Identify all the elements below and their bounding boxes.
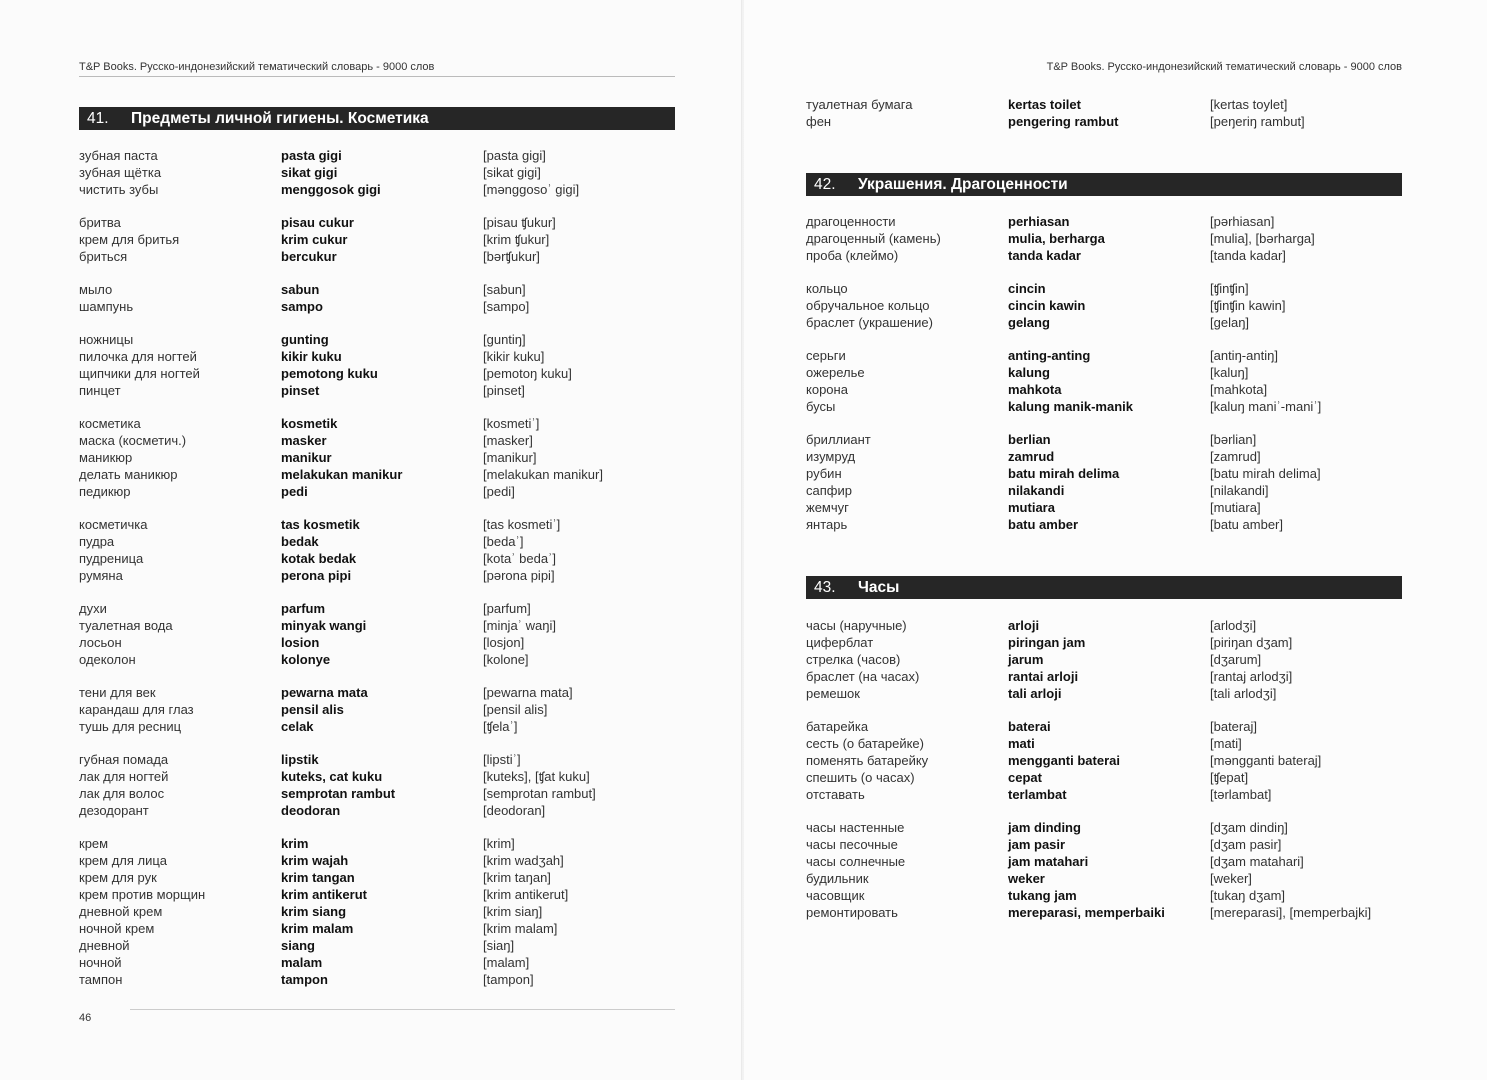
- russian-term: поменять батарейку: [806, 753, 929, 768]
- transcription: [krim taŋan]: [483, 870, 551, 885]
- transcription: [pisau ʧukur]: [483, 215, 556, 230]
- transcription: [krim ʧukur]: [483, 232, 550, 247]
- russian-term: одеколон: [79, 652, 136, 667]
- russian-term: стрелка (часов): [806, 652, 901, 667]
- indonesian-term: mengganti baterai: [1008, 753, 1120, 768]
- transcription: [malam]: [483, 955, 530, 970]
- transcription: [krim siaŋ]: [483, 904, 543, 919]
- russian-term: щипчики для ногтей: [79, 366, 200, 381]
- indonesian-term: mutiara: [1008, 500, 1055, 515]
- indonesian-term: mereparasi, memperbaiki: [1008, 905, 1165, 920]
- transcription: [məngganti bateraj]: [1210, 753, 1322, 768]
- transcription: [dʒam dindiŋ]: [1210, 820, 1288, 835]
- russian-term: отставать: [806, 787, 865, 802]
- transcription: [tanda kadar]: [1210, 248, 1286, 263]
- russian-term: крем для бритья: [79, 232, 180, 247]
- indonesian-term: nilakandi: [1008, 483, 1065, 498]
- section-41-heading: [79, 107, 675, 130]
- russian-term: туалетная бумага: [806, 97, 913, 112]
- russian-term: пилочка для ногтей: [79, 349, 197, 364]
- indonesian-term: kertas toilet: [1008, 97, 1081, 112]
- transcription: [nilakandi]: [1210, 483, 1269, 498]
- transcription: [krim malam]: [483, 921, 558, 936]
- section-number: 41.: [87, 110, 109, 127]
- transcription: [mati]: [1210, 736, 1242, 751]
- indonesian-term: melakukan manikur: [281, 467, 403, 482]
- russian-term: косметичка: [79, 517, 148, 532]
- indonesian-term: sampo: [281, 299, 323, 314]
- indonesian-term: krim malam: [281, 921, 354, 936]
- russian-term: драгоценности: [806, 214, 896, 229]
- russian-term: ножницы: [79, 332, 134, 347]
- transcription: [batu amber]: [1210, 517, 1283, 532]
- transcription: [kotaʾ bedaʾ]: [483, 551, 556, 566]
- indonesian-term: rantai arloji: [1008, 669, 1079, 684]
- indonesian-term: kalung: [1008, 365, 1050, 380]
- section-number: 43.: [814, 579, 836, 596]
- transcription: [tas kosmetiʾ]: [483, 517, 561, 532]
- russian-term: лак для ногтей: [79, 769, 169, 784]
- russian-term: спешить (о часах): [806, 770, 915, 785]
- transcription: [bərʧukur]: [483, 249, 540, 264]
- transcription: [kosmetiʾ]: [483, 416, 540, 431]
- indonesian-term: menggosok gigi: [281, 182, 381, 197]
- transcription: [pasta gigi]: [483, 148, 546, 163]
- russian-term: сапфир: [806, 483, 852, 498]
- indonesian-term: pinset: [281, 383, 320, 398]
- russian-term: пудра: [79, 534, 115, 549]
- russian-term: румяна: [79, 568, 123, 583]
- russian-term: часы настенные: [806, 820, 905, 835]
- indonesian-term: mahkota: [1008, 382, 1062, 397]
- transcription: [krim]: [483, 836, 515, 851]
- russian-term: ремешок: [806, 686, 860, 701]
- russian-term: фен: [806, 114, 832, 129]
- transcription: [tərlambat]: [1210, 787, 1272, 802]
- russian-term: браслет (на часах): [806, 669, 920, 684]
- transcription: [kuteks], [ʧat kuku]: [483, 769, 590, 784]
- indonesian-term: kosmetik: [281, 416, 338, 431]
- transcription: [mutiara]: [1210, 500, 1261, 515]
- russian-term: пинцет: [79, 383, 121, 398]
- indonesian-term: krim: [281, 836, 309, 851]
- indonesian-term: malam: [281, 955, 323, 970]
- transcription: [krim wadʒah]: [483, 853, 564, 868]
- indonesian-term: krim cukur: [281, 232, 348, 247]
- indonesian-term: jam dinding: [1008, 820, 1081, 835]
- right-page: [744, 0, 1487, 1080]
- indonesian-term: kuteks, cat kuku: [281, 769, 383, 784]
- indonesian-term: jam matahari: [1008, 854, 1089, 869]
- russian-term: корона: [806, 382, 848, 397]
- transcription: [dʒam matahari]: [1210, 854, 1304, 869]
- russian-term: туалетная вода: [79, 618, 173, 633]
- transcription: [mahkota]: [1210, 382, 1268, 397]
- transcription: [pemotoŋ kuku]: [483, 366, 572, 381]
- transcription: [piriŋan dʒam]: [1210, 635, 1293, 650]
- indonesian-term: perona pipi: [281, 568, 352, 583]
- indonesian-term: mati: [1008, 736, 1035, 751]
- indonesian-term: deodoran: [281, 803, 341, 818]
- russian-term: дневной: [79, 938, 130, 953]
- section-title: Предметы личной гигиены. Косметика: [131, 110, 429, 127]
- indonesian-term: krim siang: [281, 904, 347, 919]
- russian-term: драгоценный (камень): [806, 231, 941, 246]
- transcription: [melakukan manikur]: [483, 467, 603, 482]
- transcription: [gelaŋ]: [1210, 315, 1250, 330]
- russian-term: часовщик: [806, 888, 865, 903]
- russian-term: делать маникюр: [79, 467, 178, 482]
- transcription: [ʧinʧin]: [1210, 281, 1249, 296]
- indonesian-term: masker: [281, 433, 327, 448]
- transcription: [pedi]: [483, 484, 515, 499]
- indonesian-term: bercukur: [281, 249, 337, 264]
- russian-term: дезодорант: [79, 803, 149, 818]
- russian-term: лак для волос: [79, 786, 165, 801]
- transcription: [losjon]: [483, 635, 525, 650]
- transcription: [deodoran]: [483, 803, 546, 818]
- indonesian-term: gelang: [1008, 315, 1050, 330]
- russian-term: крем для лица: [79, 853, 168, 868]
- russian-term: янтарь: [806, 517, 848, 532]
- indonesian-term: minyak wangi: [281, 618, 367, 633]
- indonesian-term: pewarna mata: [281, 685, 368, 700]
- transcription: [dʒam pasir]: [1210, 837, 1282, 852]
- indonesian-term: tampon: [281, 972, 328, 987]
- indonesian-term: mulia, berharga: [1008, 231, 1105, 246]
- indonesian-term: krim antikerut: [281, 887, 367, 902]
- transcription: [batu mirah delima]: [1210, 466, 1321, 481]
- russian-term: батарейка: [806, 719, 869, 734]
- running-head-right: T&P Books. Русско-индонезийский тематический словарь - 9000 слов: [1046, 61, 1402, 73]
- russian-term: маска (косметич.): [79, 433, 187, 448]
- russian-term: шампунь: [79, 299, 134, 314]
- indonesian-term: arloji: [1008, 618, 1040, 633]
- russian-term: кольцо: [806, 281, 848, 296]
- transcription: [sabun]: [483, 282, 526, 297]
- russian-term: мыло: [79, 282, 113, 297]
- transcription: [sikat gigi]: [483, 165, 541, 180]
- indonesian-term: krim wajah: [281, 853, 349, 868]
- transcription: [bateraj]: [1210, 719, 1257, 734]
- russian-term: зубная щётка: [79, 165, 162, 180]
- transcription: [weker]: [1210, 871, 1252, 886]
- indonesian-term: pemotong kuku: [281, 366, 378, 381]
- indonesian-term: lipstik: [281, 752, 319, 767]
- transcription: [krim antikerut]: [483, 887, 569, 902]
- transcription: [kaluŋ maniʾ-maniʾ]: [1210, 399, 1322, 414]
- transcription: [pewarna mata]: [483, 685, 573, 700]
- transcription: [sampo]: [483, 299, 530, 314]
- transcription: [ʧelaʾ]: [483, 719, 518, 734]
- indonesian-term: tas kosmetik: [281, 517, 360, 532]
- footer-rule: [130, 1009, 675, 1010]
- transcription: [tali arlodʒi]: [1210, 686, 1277, 701]
- transcription: [kaluŋ]: [1210, 365, 1249, 380]
- russian-term: ночной: [79, 955, 122, 970]
- transcription: [zamrud]: [1210, 449, 1261, 464]
- transcription: [kertas toylet]: [1210, 97, 1288, 112]
- indonesian-term: losion: [281, 635, 320, 650]
- transcription: [mereparasi], [memperbajki]: [1210, 905, 1372, 920]
- indonesian-term: tukang jam: [1008, 888, 1077, 903]
- indonesian-term: pedi: [281, 484, 308, 499]
- transcription: [pərhiasan]: [1210, 214, 1275, 229]
- russian-term: часы солнечные: [806, 854, 906, 869]
- russian-term: дневной крем: [79, 904, 163, 919]
- transcription: [rantaj arlodʒi]: [1210, 669, 1293, 684]
- transcription: [minjaʾ waŋi]: [483, 618, 556, 633]
- indonesian-term: sikat gigi: [281, 165, 338, 180]
- transcription: [guntiŋ]: [483, 332, 526, 347]
- russian-term: часы (наручные): [806, 618, 907, 633]
- transcription: [tukaŋ dʒam]: [1210, 888, 1286, 903]
- russian-term: часы песочные: [806, 837, 898, 852]
- russian-term: браслет (украшение): [806, 315, 933, 330]
- russian-term: крем: [79, 836, 109, 851]
- transcription: [pensil alis]: [483, 702, 548, 717]
- indonesian-term: jam pasir: [1008, 837, 1066, 852]
- indonesian-term: anting-anting: [1008, 348, 1091, 363]
- russian-term: губная помада: [79, 752, 169, 767]
- section-title: Украшения. Драгоценности: [858, 176, 1068, 193]
- transcription: [antiŋ-antiŋ]: [1210, 348, 1278, 363]
- indonesian-term: semprotan rambut: [281, 786, 396, 801]
- transcription: [arlodʒi]: [1210, 618, 1257, 633]
- indonesian-term: kikir kuku: [281, 349, 342, 364]
- indonesian-term: siang: [281, 938, 315, 953]
- russian-term: сесть (о батарейке): [806, 736, 924, 751]
- indonesian-term: cincin: [1008, 281, 1046, 296]
- running-head-left: T&P Books. Русско-индонезийский тематический словарь - 9000 слов: [79, 61, 435, 73]
- indonesian-term: celak: [281, 719, 314, 734]
- russian-term: будильник: [806, 871, 869, 886]
- indonesian-term: tanda kadar: [1008, 248, 1081, 263]
- russian-term: ожерелье: [806, 365, 865, 380]
- indonesian-term: pisau cukur: [281, 215, 354, 230]
- indonesian-term: manikur: [281, 450, 332, 465]
- russian-term: обручальное кольцо: [806, 298, 930, 313]
- indonesian-term: krim tangan: [281, 870, 355, 885]
- indonesian-term: batu mirah delima: [1008, 466, 1120, 481]
- russian-term: карандаш для глаз: [79, 702, 194, 717]
- indonesian-term: berlian: [1008, 432, 1051, 447]
- indonesian-term: terlambat: [1008, 787, 1067, 802]
- russian-term: бриться: [79, 249, 128, 264]
- russian-term: бриллиант: [806, 432, 871, 447]
- russian-term: рубин: [806, 466, 842, 481]
- indonesian-term: batu amber: [1008, 517, 1079, 532]
- russian-term: бритва: [79, 215, 121, 230]
- indonesian-term: kotak bedak: [281, 551, 357, 566]
- russian-term: проба (клеймо): [806, 248, 899, 263]
- transcription: [siaŋ]: [483, 938, 515, 953]
- transcription: [bərlian]: [1210, 432, 1257, 447]
- indonesian-term: pengering rambut: [1008, 114, 1119, 129]
- section-42-heading: [806, 173, 1402, 196]
- transcription: [semprotan rambut]: [483, 786, 596, 801]
- transcription: [mulia], [bərharga]: [1210, 231, 1315, 246]
- transcription: [bedaʾ]: [483, 534, 524, 549]
- russian-term: жемчуг: [806, 500, 849, 515]
- indonesian-term: bedak: [281, 534, 319, 549]
- indonesian-term: cepat: [1008, 770, 1042, 785]
- russian-term: тушь для ресниц: [79, 719, 182, 734]
- indonesian-term: parfum: [281, 601, 326, 616]
- russian-term: педикюр: [79, 484, 131, 499]
- russian-term: изумруд: [806, 449, 856, 464]
- indonesian-term: tali arloji: [1008, 686, 1062, 701]
- russian-term: тени для век: [79, 685, 156, 700]
- russian-term: крем для рук: [79, 870, 157, 885]
- russian-term: крем против морщин: [79, 887, 206, 902]
- indonesian-term: jarum: [1008, 652, 1044, 667]
- indonesian-term: perhiasan: [1008, 214, 1070, 229]
- indonesian-term: cincin kawin: [1008, 298, 1086, 313]
- transcription: [masker]: [483, 433, 533, 448]
- russian-term: косметика: [79, 416, 141, 431]
- russian-term: лосьон: [79, 635, 122, 650]
- transcription: [mənggosoʾ gigi]: [483, 182, 580, 197]
- transcription: [pinset]: [483, 383, 525, 398]
- russian-term: маникюр: [79, 450, 133, 465]
- transcription: [parfum]: [483, 601, 531, 616]
- russian-term: серьги: [806, 348, 846, 363]
- transcription: [lipstiʾ]: [483, 752, 521, 767]
- russian-term: тампон: [79, 972, 123, 987]
- indonesian-term: pasta gigi: [281, 148, 342, 163]
- russian-term: зубная паста: [79, 148, 158, 163]
- russian-term: бусы: [806, 399, 836, 414]
- indonesian-term: baterai: [1008, 719, 1051, 734]
- indonesian-term: kolonye: [281, 652, 331, 667]
- header-rule: [79, 76, 675, 77]
- page-number: 46: [79, 1012, 92, 1024]
- russian-term: циферблат: [806, 635, 874, 650]
- transcription: [manikur]: [483, 450, 537, 465]
- indonesian-term: weker: [1008, 871, 1045, 886]
- indonesian-term: gunting: [281, 332, 329, 347]
- section-title: Часы: [858, 579, 900, 596]
- section-number: 42.: [814, 176, 836, 193]
- indonesian-term: sabun: [281, 282, 320, 297]
- transcription: [peŋeriŋ rambut]: [1210, 114, 1305, 129]
- russian-term: ночной крем: [79, 921, 155, 936]
- indonesian-term: kalung manik-manik: [1008, 399, 1133, 414]
- transcription: [ʧinʧin kawin]: [1210, 298, 1286, 313]
- transcription: [pərona pipi]: [483, 568, 555, 583]
- russian-term: чистить зубы: [79, 182, 159, 197]
- transcription: [dʒarum]: [1210, 652, 1262, 667]
- transcription: [ʧepat]: [1210, 770, 1249, 785]
- section-43-heading: [806, 576, 1402, 599]
- russian-term: духи: [79, 601, 107, 616]
- transcription: [kolone]: [483, 652, 529, 667]
- russian-term: ремонтировать: [806, 905, 898, 920]
- indonesian-term: pensil alis: [281, 702, 344, 717]
- indonesian-term: piringan jam: [1008, 635, 1086, 650]
- transcription: [kikir kuku]: [483, 349, 545, 364]
- transcription: [tampon]: [483, 972, 534, 987]
- indonesian-term: zamrud: [1008, 449, 1055, 464]
- russian-term: пудреница: [79, 551, 144, 566]
